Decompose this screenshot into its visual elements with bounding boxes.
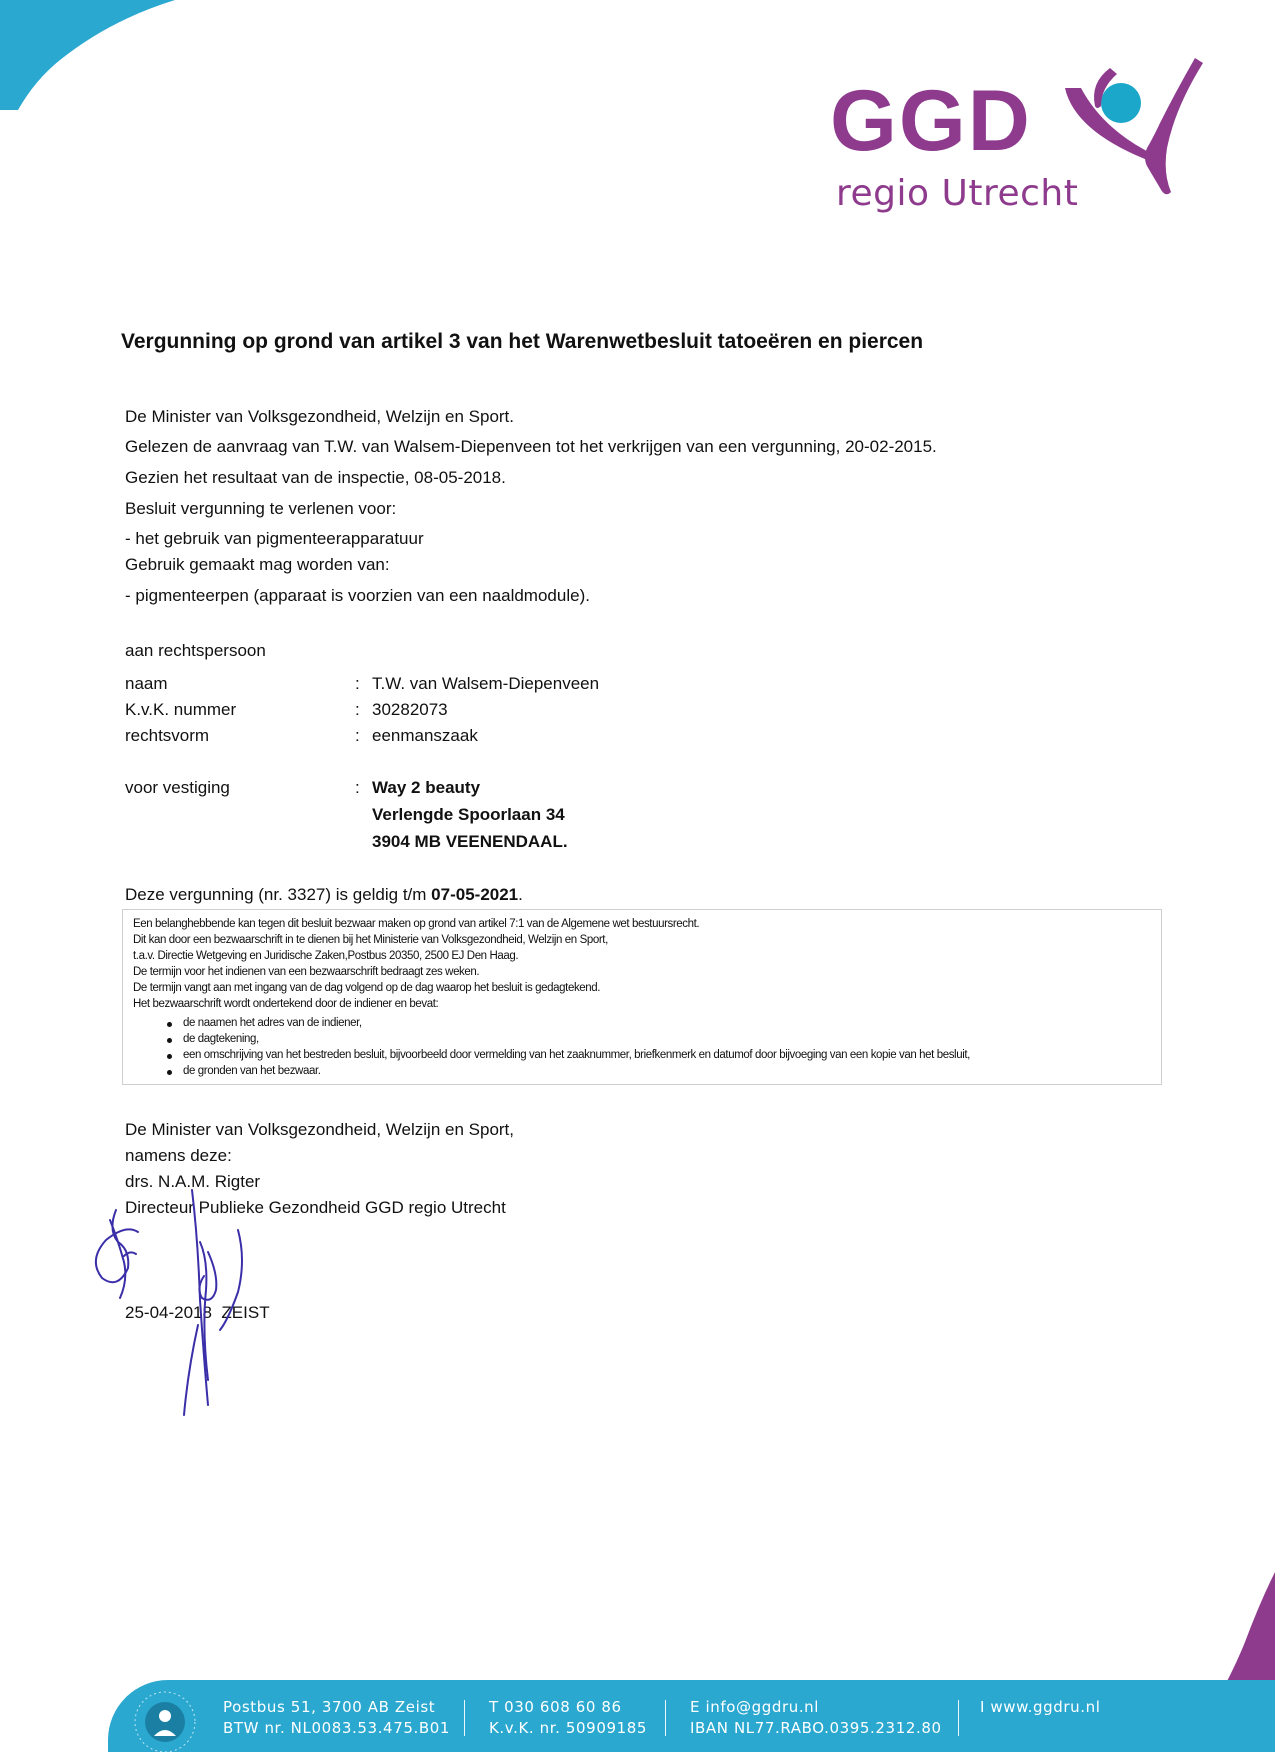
signatory-title: Directeur Publieke Gezondheid GGD regio Utrecht	[125, 1198, 506, 1217]
document-title: Vergunning op grond van artikel 3 van het Warenwetbesluit tatoeëren en piercen	[121, 330, 924, 353]
colon: :	[355, 674, 360, 693]
intro-line-2: Gelezen de aanvraag van T.W. van Walsem-Diepenveen tot het verkrijgen van een vergunning, 20-02-2015.	[125, 437, 937, 456]
validity-prefix: Deze vergunning (nr. 3327) is geldig t/m	[125, 885, 432, 904]
entity-kvk-label: K.v.K. nummer	[125, 700, 237, 719]
notice-line: De termijn voor het indienen van een bezwaarschrift bedraagt zes weken.	[133, 966, 480, 978]
entity-legal-form-label: rechtsvorm	[125, 726, 210, 745]
entity-legal-form-value: eenmanszaak	[372, 726, 478, 745]
objection-notice-box	[122, 909, 1162, 1085]
validity-suffix: .	[518, 885, 523, 904]
logo-figure-icon	[1035, 48, 1205, 218]
notice-bullet-item: de naamen het adres van de indiener,	[183, 1017, 362, 1029]
signatory-name: drs. N.A.M. Rigter	[125, 1172, 261, 1191]
notice-bullet-item: de gronden van het bezwaar.	[183, 1065, 321, 1077]
intro-line-3: Gezien het resultaat van de inspectie, 08-05-2018.	[125, 468, 506, 487]
notice-line: De termijn vangt aan met ingang van de dag volgend op de dag waarop het besluit is gedagtekend.	[133, 982, 601, 994]
footer-seal-icon	[130, 1686, 200, 1752]
entity-heading: aan rechtspersoon	[125, 641, 266, 660]
footer-divider	[665, 1700, 666, 1736]
footer-iban: IBAN NL77.RABO.0395.2312.80	[690, 1719, 942, 1737]
intro-line-4: Besluit vergunning te verlenen voor:	[125, 499, 397, 518]
notice-bullet-item: de dagtekening,	[183, 1033, 259, 1045]
footer-divider	[464, 1700, 465, 1736]
colon: :	[355, 778, 360, 797]
location-business-name: Way 2 beauty	[372, 778, 481, 797]
corner-decoration-top-left	[0, 0, 180, 110]
closing-line-2: namens deze:	[125, 1146, 232, 1165]
footer-web[interactable]: I www.ggdru.nl	[980, 1698, 1101, 1716]
logo-text: GGD	[830, 73, 1032, 169]
notice-line: Dit kan door een bezwaarschrift in te dienen bij het Ministerie van Volksgezondheid, Welzijn en Sport,	[133, 934, 608, 946]
intro-line-7: - pigmenteerpen (apparaat is voorzien van een naaldmodule).	[125, 586, 590, 605]
notice-line: Het bezwaarschrift wordt ondertekend door de indiener en bevat:	[133, 998, 439, 1010]
colon: :	[355, 726, 360, 745]
notice-line: Een belanghebbende kan tegen dit besluit bezwaar maken op grond van artikel 7:1 van de Algemene wet bestuursrecht.	[133, 918, 700, 930]
ggd-logo	[830, 48, 1210, 228]
footer-address	[223, 1697, 450, 1739]
location-label: voor vestiging	[125, 778, 230, 797]
notice-line: t.a.v. Directie Wetgeving en Juridische Zaken,Postbus 20350, 2500 EJ Den Haag.	[133, 950, 519, 962]
intro-line-6: Gebruik gemaakt mag worden van:	[125, 555, 390, 574]
handwritten-signature	[88, 1180, 288, 1420]
footer-email[interactable]: E info@ggdru.nl	[690, 1698, 820, 1716]
entity-name-label: naam	[125, 674, 168, 693]
validity-statement	[125, 886, 523, 905]
closing-line-1: De Minister van Volksgezondheid, Welzijn en Sport,	[125, 1120, 514, 1139]
intro-line-1: De Minister van Volksgezondheid, Welzijn en Sport.	[125, 407, 514, 426]
footer-bank	[690, 1697, 942, 1739]
footer-divider	[958, 1700, 959, 1736]
footer-contact	[489, 1697, 647, 1739]
location-street: Verlengde Spoorlaan 34	[372, 805, 565, 824]
notice-bullet-item: een omschrijving van het bestreden besluit, bijvoorbeeld door vermelding van het zaaknummer, briefkenmerk en datumof door bijvoeging van een kopie van het besluit,	[183, 1049, 970, 1061]
footer-postbus: Postbus 51, 3700 AB Zeist	[223, 1698, 436, 1716]
entity-name-value: T.W. van Walsem-Diepenveen	[372, 674, 600, 693]
logo-region-text: regio Utrecht	[836, 173, 1079, 214]
entity-kvk-value: 30282073	[372, 700, 448, 719]
validity-date: 07-05-2021	[431, 885, 519, 904]
footer-phone: T 030 608 60 86	[489, 1698, 622, 1716]
footer-website	[980, 1697, 1100, 1718]
signature-date-place: 25-04-2018 ZEIST	[125, 1303, 270, 1322]
footer-vat: BTW nr. NL0083.53.475.B01	[223, 1719, 451, 1737]
location-city: 3904 MB VEENENDAAL.	[372, 832, 568, 851]
colon: :	[355, 700, 360, 719]
footer-kvk: K.v.K. nr. 50909185	[489, 1719, 648, 1737]
intro-line-5: - het gebruik van pigmenteerapparatuur	[125, 529, 424, 548]
